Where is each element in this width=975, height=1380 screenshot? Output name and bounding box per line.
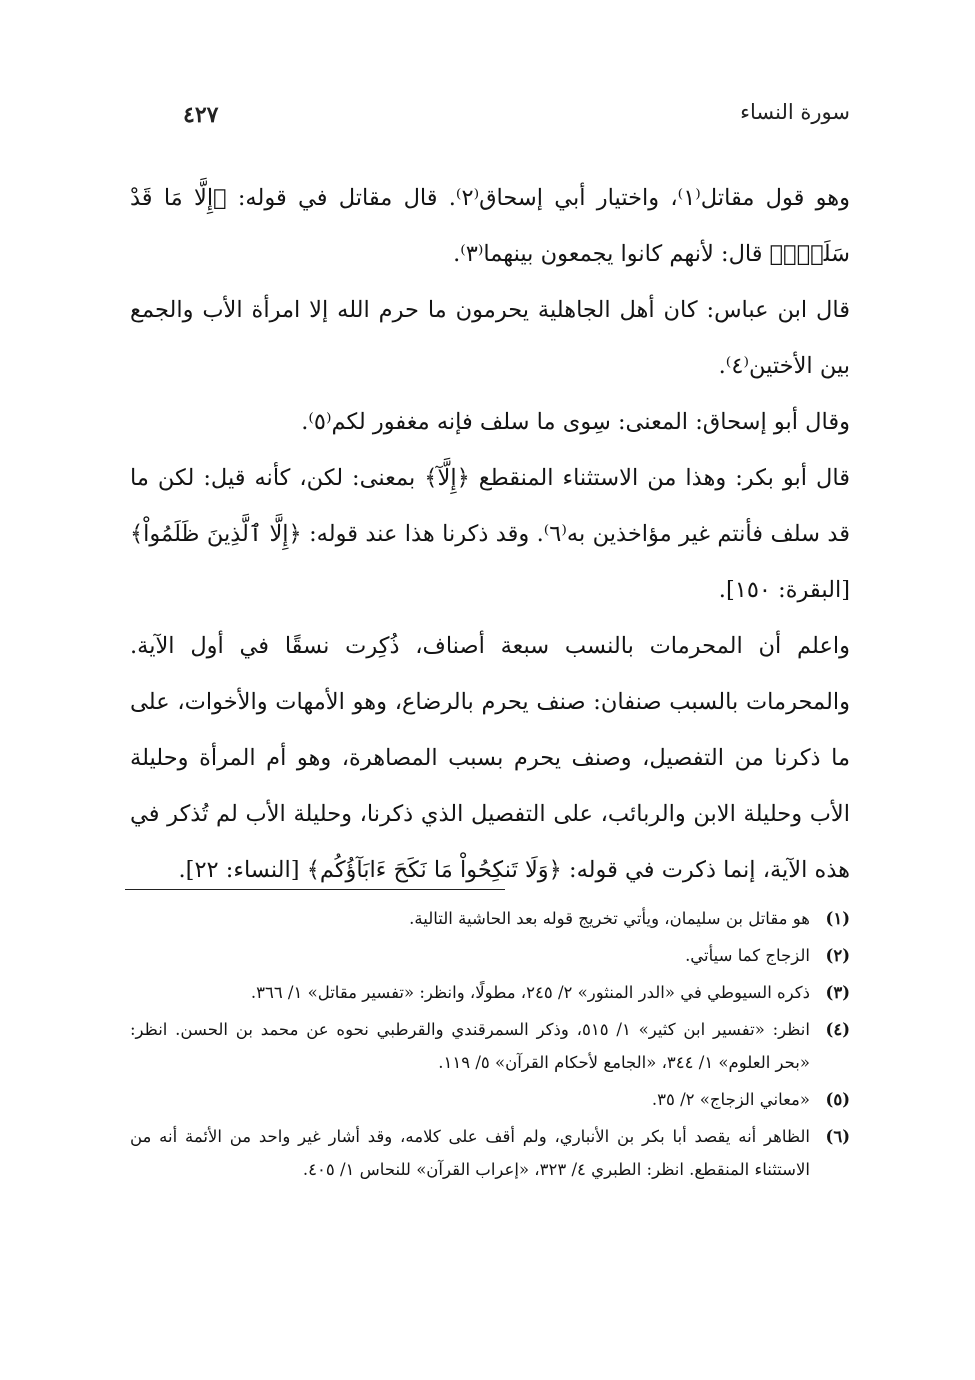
footnote-1	[130, 902, 850, 935]
paragraph-5: واعلم أن المحرمات بالنسب سبعة أصناف، ذُكِرت نسقًا في أول الآية. والمحرمات بالسبب صنفان: صنف يحرم بالرضاع، وهو الأمهات والأخوات، على ما ذكرنا من التفصيل، وصنف يحرم بسبب المصاهرة، وهو أم المرأة وحليلة الأب وحليلة الابن والربائب، على التفصيل الذي ذكرنا، وحليلة الأب لم تُذكر في هذه الآية، إنما ذكرت في قوله: ﴿وَلَا تَنكِحُواْ مَا نَكَحَ ءَابَآؤُكُم﴾ [النساء: ٢٢].	[130, 633, 850, 883]
footnote-number: (٤)	[825, 1020, 850, 1039]
paragraph-4: قال أبو بكر: وهذا من الاستثناء المنقطع ﴿إِلَّآ﴾ بمعنى: لكن، كأنه قيل: لكن ما قد سلف فأنتم غير مؤاخذين به⁽٦⁾. وقد ذكرنا هذا عند قوله: ﴿إِلَّا ٱلَّذِينَ ظَلَمُواْ﴾ [البقرة: ١٥٠].	[130, 465, 850, 603]
footnote-text: انظر: «تفسير ابن كثير» ١/ ٥١٥، وذكر السمرقندي والقرطبي نحوه عن محمد بن الحسن. انظر: «بحر العلوم» ١/ ٣٤٤، «الجامع لأحكام القرآن» ٥/ ١١٩.	[130, 1020, 810, 1072]
footnote-separator	[125, 889, 505, 890]
footnote-2	[130, 939, 850, 972]
footnote-3	[130, 976, 850, 1009]
footnote-number: (٣)	[825, 983, 850, 1002]
footnote-text: الزجاج كما سيأتي.	[685, 946, 810, 965]
page-number: ٤٢٧	[183, 102, 219, 128]
footnote-text: «معاني الزجاج» ٢/ ٣٥.	[651, 1090, 810, 1109]
footnote-6	[130, 1120, 850, 1186]
footnote-number: (٢)	[825, 946, 850, 965]
footnote-5	[130, 1083, 850, 1116]
footnote-text: ذكره السيوطي في «الدر المنثور» ٢/ ٢٤٥، مطولًا، وانظر: «تفسير مقاتل» ١/ ٣٦٦.	[250, 983, 810, 1002]
footnote-text: هو مقاتل بن سليمان، ويأتي تخريج قوله بعد الحاشية التالية.	[409, 909, 810, 928]
footnote-text: الظاهر أنه يقصد أبا بكر بن الأنباري، ولم أقف على كلامه، وقد أشار غير واحد من الأئمة أنه من الاستثناء المنقطع. انظر: الطبري ٤/ ٣٢٣، «إعراب القرآن» للنحاس ١/ ٤٠٥.	[130, 1127, 810, 1179]
footnote-number: (١)	[825, 909, 850, 928]
footnote-4	[130, 1013, 850, 1079]
main-text	[130, 170, 850, 898]
paragraph-1: وهو قول مقاتل⁽١⁾، واختيار أبي إسحاق⁽٢⁾. قال مقاتل في قوله: ﴿إِلَّا مَا قَدْ سَلَفَۚ﴾ قال: لأنهم كانوا يجمعون بينهما⁽٣⁾.	[130, 185, 850, 267]
paragraph-2: قال ابن عباس: كان أهل الجاهلية يحرمون ما حرم الله إلا امرأة الأب والجمع بين الأختين⁽٤⁾.	[130, 297, 850, 379]
footnote-number: (٦)	[825, 1127, 850, 1146]
footnote-number: (٥)	[825, 1090, 850, 1109]
footnotes	[130, 902, 850, 1190]
running-title: سورة النساء	[740, 100, 850, 124]
paragraph-3: وقال أبو إسحاق: المعنى: سِوى ما سلف فإنه مغفور لكم⁽٥⁾.	[301, 409, 850, 435]
